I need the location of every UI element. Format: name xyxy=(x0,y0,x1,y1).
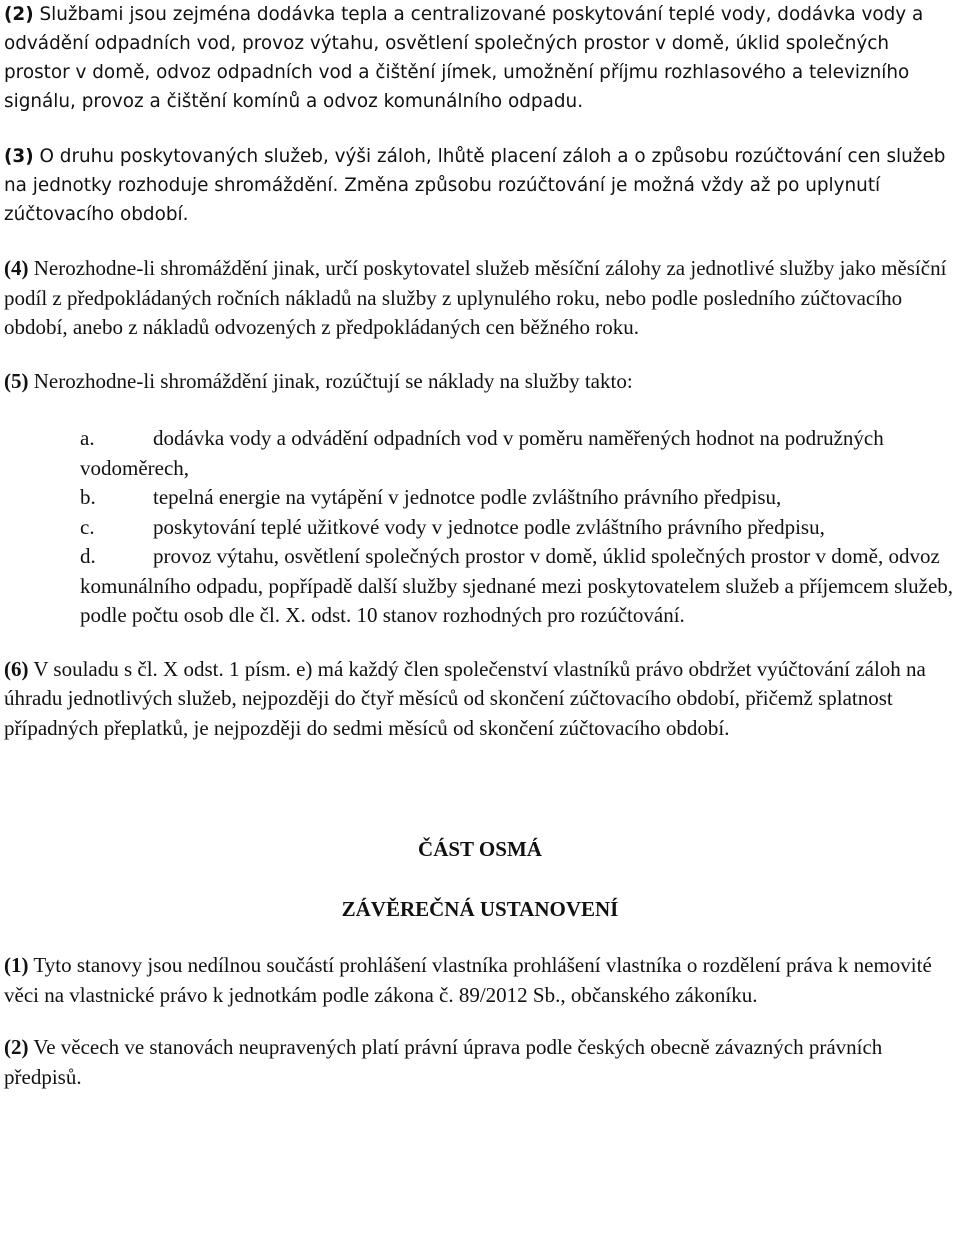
paragraph-number: (3) xyxy=(4,146,34,167)
list-item-text: poskytování teplé užitkové vody v jednotce podle zvláštního právního předpisu, xyxy=(153,514,825,539)
paragraph-4 xyxy=(4,254,956,343)
list-item-text: provoz výtahu, osvětlení společných prostor v domě, úklid společných prostor v domě, odvoz komunálního odpadu, popřípadě další služby sjednané mezi poskytovatelem služeb a příjemcem služeb, podle počtu osob dle čl. X. odst. 10 stanov rozhodných pro rozúčtování. xyxy=(80,544,954,627)
final-paragraph-1 xyxy=(4,951,956,1010)
paragraph-number: (5) xyxy=(4,368,29,393)
paragraph-number: (2) xyxy=(4,4,34,25)
paragraph-3 xyxy=(4,142,956,229)
paragraph-number: (6) xyxy=(4,656,29,681)
paragraph-number: (4) xyxy=(4,256,29,280)
paragraph-2 xyxy=(4,0,956,116)
paragraph-number: (2) xyxy=(4,1035,29,1059)
list-item xyxy=(80,424,956,483)
paragraph-text: Nerozhodne-li shromáždění jinak, určí poskytovatel služeb měsíční zálohy za jednotlivé služby jako měsíční podíl z předpokládaných ročních nákladů na služby z uplynulého roku, nebo podle posledního zúčtovacího období, anebo z nákladů odvozených z předpokládaných cen běžného roku. xyxy=(4,256,947,339)
paragraph-number: (1) xyxy=(4,953,29,977)
list-item xyxy=(80,542,956,631)
list-item xyxy=(80,513,956,543)
list-item-text: dodávka vody a odvádění odpadních vod v poměru naměřených hodnot na podružných vodoměrech, xyxy=(80,426,884,480)
paragraph-text: V souladu s čl. X odst. 1 písm. e) má každý člen společenství vlastníků právo obdržet vyúčtování záloh na úhradu jednotlivých služeb, nejpozději do čtyř měsíců od skončení zúčtovacího období, přičemž splatnost případných přeplatků, je nejpozději do sedmi měsíců od skončení zúčtovacího období. xyxy=(4,656,926,740)
paragraph-5 xyxy=(4,367,956,397)
paragraph-6 xyxy=(4,655,956,744)
part-title: ČÁST OSMÁ xyxy=(418,837,542,861)
paragraph-text: Tyto stanovy jsou nedílnou součástí prohlášení vlastníka prohlášení vlastníka o rozdělení práva k nemovité věci na vlastnické právo k jednotkám podle zákona č. 89/2012 Sb., občanského zákoníku. xyxy=(4,953,932,1007)
paragraph-text: O druhu poskytovaných služeb, výši záloh, lhůtě placení záloh a o způsobu rozúčtování cen služeb na jednotky rozhoduje shromáždění. Změna způsobu rozúčtování je možná vždy až po uplynutí zúčtovacího období. xyxy=(4,146,946,225)
paragraph-text: Ve věcech ve stanovách neupravených platí právní úprava podle českých obecně závazných právních předpisů. xyxy=(4,1035,883,1089)
final-paragraph-2 xyxy=(4,1033,956,1092)
list-item-letter: d. xyxy=(80,544,96,568)
list-item-text: tepelná energie na vytápění v jednotce podle zvláštního právního předpisu, xyxy=(153,485,782,509)
list-item-letter: b. xyxy=(80,485,96,509)
list-item-letter: c. xyxy=(80,514,95,539)
list-item xyxy=(80,483,956,513)
document-page xyxy=(4,0,956,1092)
part-subtitle: ZÁVĚREČNÁ USTANOVENÍ xyxy=(341,897,619,921)
services-list xyxy=(4,424,956,631)
paragraph-text: Službami jsou zejména dodávka tepla a centralizované poskytování teplé vody, dodávka vody a odvádění odpadních vod, provoz výtahu, osvětlení společných prostor v domě, úklid společných prostor v domě, odvoz odpadních vod a čištění jímek, umožnění příjmu rozhlasového a televizního signálu, provoz a čištění komínů a odvoz komunálního odpadu. xyxy=(4,4,924,112)
list-item-letter: a. xyxy=(80,426,95,450)
paragraph-text: Nerozhodne-li shromáždění jinak, rozúčtují se náklady na služby takto: xyxy=(28,368,633,393)
